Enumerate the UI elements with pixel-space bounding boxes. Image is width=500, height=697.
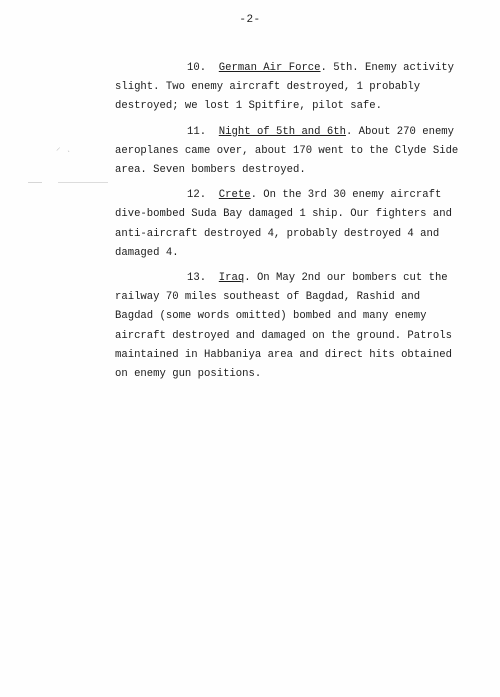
margin-rule-mark xyxy=(28,182,108,183)
paragraph-text: . On May 2nd our bombers cut the railway 70 miles southeast of Bagdad, Rashid and Bagdad (some words omitted) bombed and many enemy aircraft destroyed and damaged on the ground. Patrols maintained in Habbaniya area and direct hits obtained on enemy gun positions. xyxy=(115,272,452,381)
paragraph-number: 11. xyxy=(187,125,207,138)
document-body xyxy=(115,59,460,390)
paragraph-number: 10. xyxy=(187,62,207,74)
page-number: -2- xyxy=(239,14,261,26)
paragraph-13 xyxy=(115,269,460,384)
margin-mark: ⸝ ˎ xyxy=(56,143,72,153)
paragraph-text: . On the 3rd 30 enemy aircraft dive-bombed Suda Bay damaged 1 ship. Our fighters and anti-aircraft destroyed 4, probably destroyed 4 and damaged 4. xyxy=(115,189,452,259)
paragraph-number: 13. xyxy=(187,272,207,285)
paragraph-number: 12. xyxy=(187,189,207,202)
paragraph-text: . About 270 enemy aeroplanes came over, about 170 went to the Clyde Side area. Seven bombers destroyed. xyxy=(115,125,459,177)
paragraph-12 xyxy=(115,186,460,263)
paragraph-11 xyxy=(115,123,460,181)
paragraph-heading: German Air Force xyxy=(218,62,321,74)
paragraph-text: . 5th. Enemy activity slight. Two enemy aircraft destroyed, 1 probably destroyed; we lost 1 Spitfire, pilot safe. xyxy=(115,62,455,113)
paragraph-heading: Crete xyxy=(218,189,251,202)
paragraph-10 xyxy=(115,59,460,117)
paragraph-heading: Iraq xyxy=(218,272,245,285)
paragraph-heading: Night of 5th and 6th xyxy=(218,125,346,138)
